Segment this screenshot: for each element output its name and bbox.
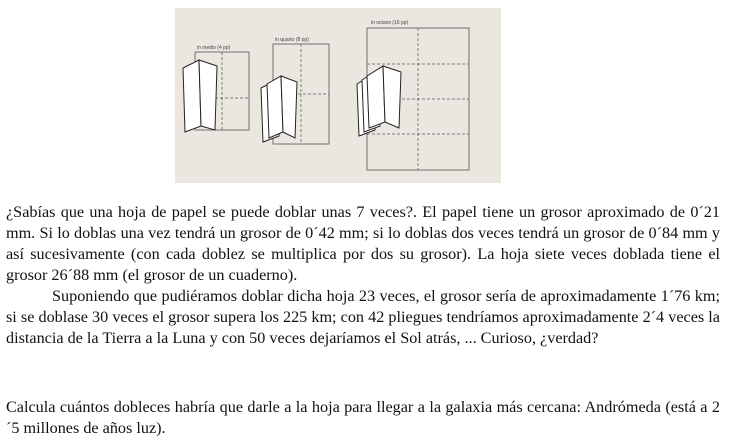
caption-quarto: in quarto (8 pp) [275,37,309,43]
intro-paragraph: ¿Sabías que una hoja de papel se puede doblar unas 7 veces?. El papel tiene un grosor aproximado de 0´21 mm. Si lo doblas una vez tendrá un grosor de 0´42 mm; si lo doblas dos veces tendrá un grosor de 0´84 mm y así sucesivamente (con cada doblez se multiplica por dos su grosor). La hoja siete veces doblada tiene el grosor 26´88 mm (el grosor de un cuaderno). [6,203,720,284]
folded-booklet-quarto [261,76,297,142]
folio-panel [183,45,249,132]
exercise-paragraph: Calcula cuántos dobleces habría que darle a la hoja para llegar a la galaxia más cercana: Andrómeda (está a 2´5 millones de años luz). [6,398,720,437]
exercise-block [6,397,720,439]
octavo-panel [357,20,469,170]
folded-booklet-folio [183,60,217,132]
quarto-panel [261,37,329,144]
folded-booklet-octavo [357,66,401,136]
supposition-paragraph: Suponiendo que pudiéramos doblar dicha hoja 23 veces, el grosor sería de aproximadamente 1´76 km; si se doblase 30 veces el grosor supera los 225 km; con 42 pliegues tendríamos aproximadamente 2´4 veces la distancia de la Tierra a la Luna y con 50 veces dejaríamos el Sol atrás, ... Curioso, ¿verdad? [6,287,720,347]
caption-folio: in medio (4 pp) [197,45,231,51]
caption-octavo: in octavo (16 pp) [371,20,409,26]
text-body [6,202,720,349]
paper-folding-illustration [175,8,501,183]
folding-diagram [175,8,501,183]
